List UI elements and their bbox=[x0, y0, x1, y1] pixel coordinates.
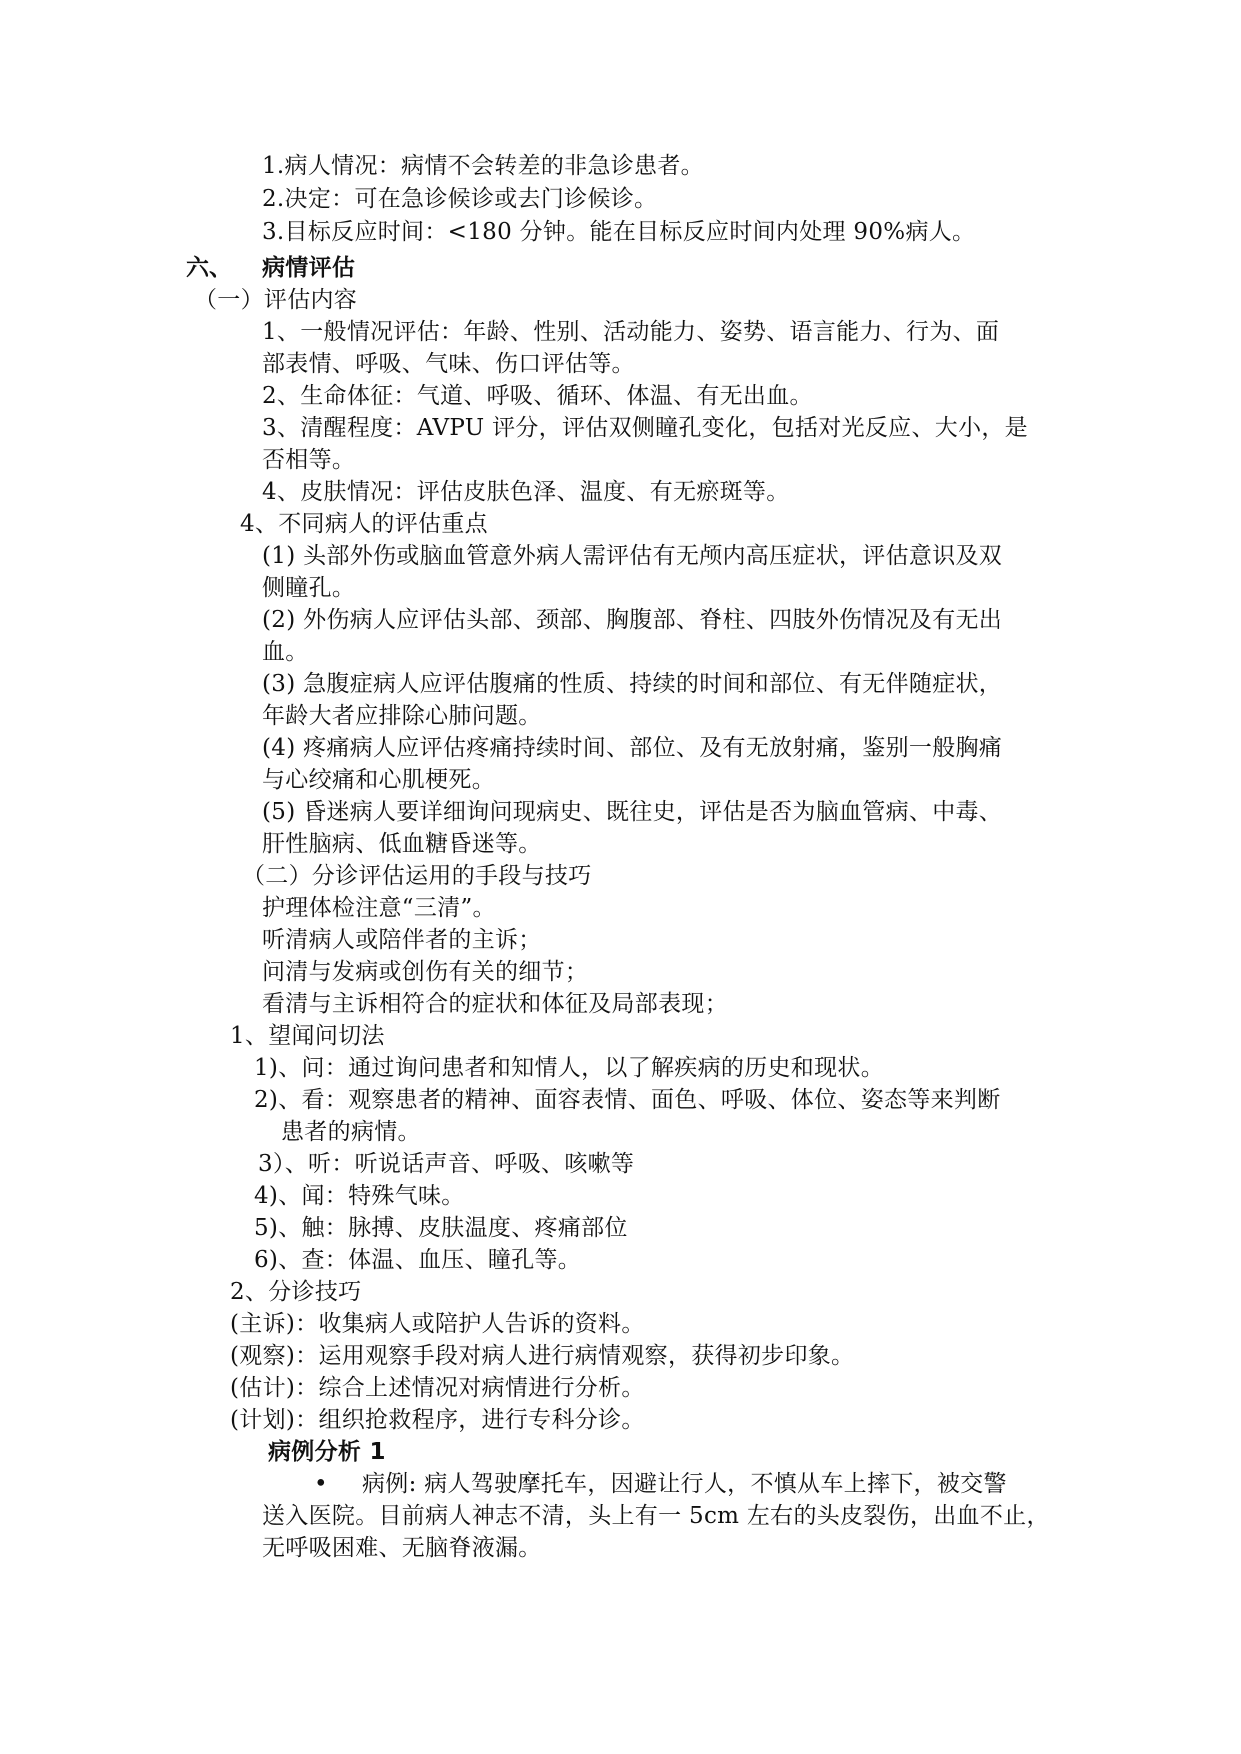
paragraph-line: 送入医院。目前病人神志不清，头上有一 5cm 左右的头皮裂伤，出血不止， bbox=[262, 1503, 1050, 1529]
bullet-icon: • bbox=[314, 1471, 328, 1497]
paragraph-line: 1、一般情况评估：年龄、性别、活动能力、姿势、语言能力、行为、面 bbox=[262, 319, 1000, 345]
paragraph-line: (4) 疼痛病人应评估疼痛持续时间、部位、及有无放射痛，鉴别一般胸痛 bbox=[262, 735, 1003, 761]
paragraph-line: (观察)：运用观察手段对病人进行病情观察，获得初步印象。 bbox=[230, 1343, 855, 1369]
paragraph-line: (计划)：组织抢救程序，进行专科分诊。 bbox=[230, 1407, 645, 1433]
paragraph-line: 患者的病情。 bbox=[281, 1119, 421, 1145]
paragraph-line: 问清与发病或创伤有关的细节； bbox=[262, 959, 589, 985]
triage-line-1: 1.病人情况：病情不会转差的非急诊患者。 bbox=[262, 153, 704, 179]
paragraph-line: 侧瞳孔。 bbox=[262, 575, 356, 601]
paragraph-line: 5)、触：脉搏、皮肤温度、疼痛部位 bbox=[254, 1215, 628, 1241]
paragraph-line: (2) 外伤病人应评估头部、颈部、胸腹部、脊柱、四肢外伤情况及有无出 bbox=[262, 607, 1003, 633]
paragraph-line: 病例: 病人驾驶摩托车，因避让行人，不慎从车上摔下，被交警 bbox=[362, 1471, 1007, 1497]
paragraph-line: 听清病人或陪伴者的主诉； bbox=[262, 927, 542, 953]
paragraph-line: 无呼吸困难、无脑脊液漏。 bbox=[262, 1535, 542, 1561]
triage-line-2: 2.决定：可在急诊候诊或去门诊候诊。 bbox=[262, 186, 658, 212]
paragraph-line: (5) 昏迷病人要详细询问现病史、既往史，评估是否为脑血管病、中毒、 bbox=[262, 799, 1003, 825]
paragraph-line: 血。 bbox=[262, 639, 309, 665]
paragraph-line: 1)、问：通过询问患者和知情人，以了解疾病的历史和现状。 bbox=[254, 1055, 885, 1081]
case-title: 病例分析 1 bbox=[268, 1439, 386, 1465]
paragraph-line: 2、生命体征：气道、呼吸、循环、体温、有无出血。 bbox=[262, 383, 813, 409]
list-heading: 1、望闻问切法 bbox=[230, 1023, 385, 1049]
paragraph-line: 部表情、呼吸、气味、伤口评估等。 bbox=[262, 351, 635, 377]
list-heading: 2、分诊技巧 bbox=[230, 1279, 362, 1305]
list-heading: 4、不同病人的评估重点 bbox=[240, 511, 488, 537]
paragraph-line: (1) 头部外伤或脑血管意外病人需评估有无颅内高压症状，评估意识及双 bbox=[262, 543, 1003, 569]
section-number: 六、 bbox=[186, 255, 232, 281]
subsection-heading-1: （一）评估内容 bbox=[194, 287, 358, 313]
paragraph-line: 2)、看：观察患者的精神、面容表情、面色、呼吸、体位、姿态等来判断 bbox=[254, 1087, 1001, 1113]
paragraph-line: 6)、查：体温、血压、瞳孔等。 bbox=[254, 1247, 582, 1273]
paragraph-line: 否相等。 bbox=[262, 447, 356, 473]
paragraph-line: 年龄大者应排除心肺问题。 bbox=[262, 703, 542, 729]
paragraph-line: 3）、听：听说话声音、呼吸、咳嗽等 bbox=[258, 1151, 635, 1177]
paragraph-line: 护理体检注意“三清”。 bbox=[262, 895, 496, 921]
paragraph-line: 4、皮肤情况：评估皮肤色泽、温度、有无瘀斑等。 bbox=[262, 479, 790, 505]
paragraph-line: (估计)：综合上述情况对病情进行分析。 bbox=[230, 1375, 645, 1401]
paragraph-line: (3) 急腹症病人应评估腹痛的性质、持续的时间和部位、有无伴随症状， bbox=[262, 671, 1003, 697]
paragraph-line: 4)、闻：特殊气味。 bbox=[254, 1183, 465, 1209]
paragraph-line: 肝性脑病、低血糖昏迷等。 bbox=[262, 831, 542, 857]
paragraph-line: (主诉)：收集病人或陪护人告诉的资料。 bbox=[230, 1311, 645, 1337]
paragraph-line: 与心绞痛和心肌梗死。 bbox=[262, 767, 495, 793]
paragraph-line: 3、清醒程度：AVPU 评分，评估双侧瞳孔变化，包括对光反应、大小，是 bbox=[262, 415, 1028, 441]
triage-line-3: 3.目标反应时间：<180 分钟。能在目标反应时间内处理 90%病人。 bbox=[262, 219, 976, 245]
paragraph-line: 看清与主诉相符合的症状和体征及局部表现； bbox=[262, 991, 728, 1017]
subsection-heading-2: （二）分诊评估运用的手段与技巧 bbox=[242, 863, 592, 889]
section-title: 病情评估 bbox=[262, 255, 356, 281]
